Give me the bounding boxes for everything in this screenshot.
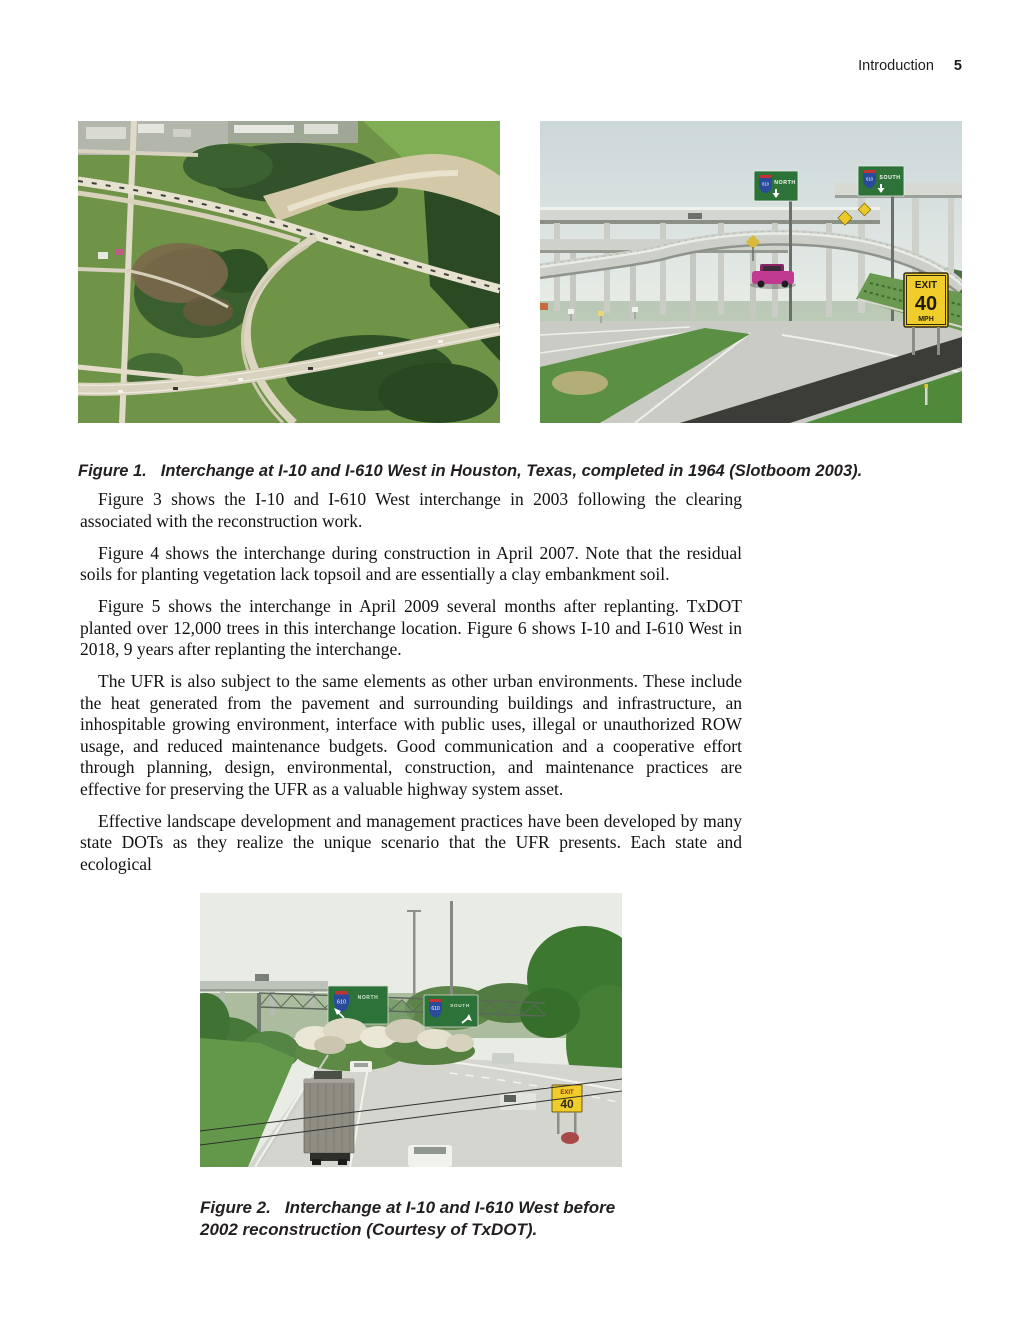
truck (304, 1071, 354, 1165)
north-label: NORTH (774, 180, 796, 186)
marker-post-cap (925, 384, 929, 388)
figure2-caption-text: Interchange at I-10 and I-610 West before 2002 reconstruction (Courtesy of TxDOT). (200, 1198, 616, 1239)
svg-text:40: 40 (914, 293, 938, 315)
section-title: Introduction (858, 58, 934, 74)
sign-pole (891, 191, 894, 337)
body-text (80, 489, 742, 886)
north-610-sign (328, 986, 388, 1024)
north-guide-sign (754, 171, 798, 201)
paragraph: Figure 4 shows the interchange during construction in April 2007. Note that the residual soils for planting vegetation lack topsoil and are essentially a clay embankment soil. (80, 542, 742, 584)
svg-text:610: 610 (336, 999, 347, 1006)
page-number: 5 (953, 58, 962, 74)
figure1-caption-text: Interchange at I-10 and I-610 West in Houston, Texas, completed in 1964 (Slotboom 2003). (160, 461, 863, 480)
svg-text:EXIT: EXIT (560, 1090, 574, 1096)
running-head (858, 58, 962, 74)
svg-text:MPH: MPH (918, 316, 934, 323)
sand-patch (552, 371, 608, 395)
sign-pole (789, 195, 792, 335)
paragraph: Figure 5 shows the interchange in April 2009 several months after replanting. TxDOT planted over 12,000 trees in this interchange location. Figure 6 shows I-10 and I-610 West in 2018, 9 years after replanting the interchange. (80, 596, 742, 659)
south-label: SOUTH (879, 175, 901, 181)
svg-text:610: 610 (866, 176, 873, 182)
figure2-photo (200, 893, 622, 1167)
south-610-sign (424, 995, 478, 1027)
figure1-caption (78, 461, 948, 481)
marker-post (925, 387, 928, 405)
north-label: NORTH (357, 995, 379, 1001)
svg-text:610: 610 (431, 1006, 440, 1012)
figure1-caption-label: Figure 1. (78, 461, 147, 480)
svg-text:EXIT: EXIT (914, 280, 938, 291)
south-label: SOUTH (450, 1004, 470, 1009)
figure1-ground-photo (540, 121, 962, 423)
svg-text:40: 40 (560, 1097, 574, 1111)
figure1-aerial-photo (78, 121, 500, 423)
figure2-caption (200, 1197, 655, 1240)
figure2-caption-label: Figure 2. (200, 1198, 271, 1217)
paragraph: The UFR is also subject to the same elements as other urban environments. These include the heat generated from the pavement and surrounding buildings and infrastructure, an inhospitable growing environment, interface with public uses, illegal or unauthorized ROW usage, and reduced maintenance budgets. Good communication and a cooperative effort through planning, design, environmental, construction, and maintenance practices are effective for preserving the UFR as a valuable highway system asset. (80, 671, 742, 799)
paragraph: Effective landscape development and management practices have been developed by many state DOTs as they realize the unique scenario that the UFR presents. Each state and ecological (80, 810, 742, 874)
south-guide-sign (858, 166, 904, 196)
svg-text:610: 610 (762, 181, 769, 187)
paragraph: Figure 3 shows the I-10 and I-610 West interchange in 2003 following the clearing associated with the reconstruction work. (80, 489, 742, 531)
